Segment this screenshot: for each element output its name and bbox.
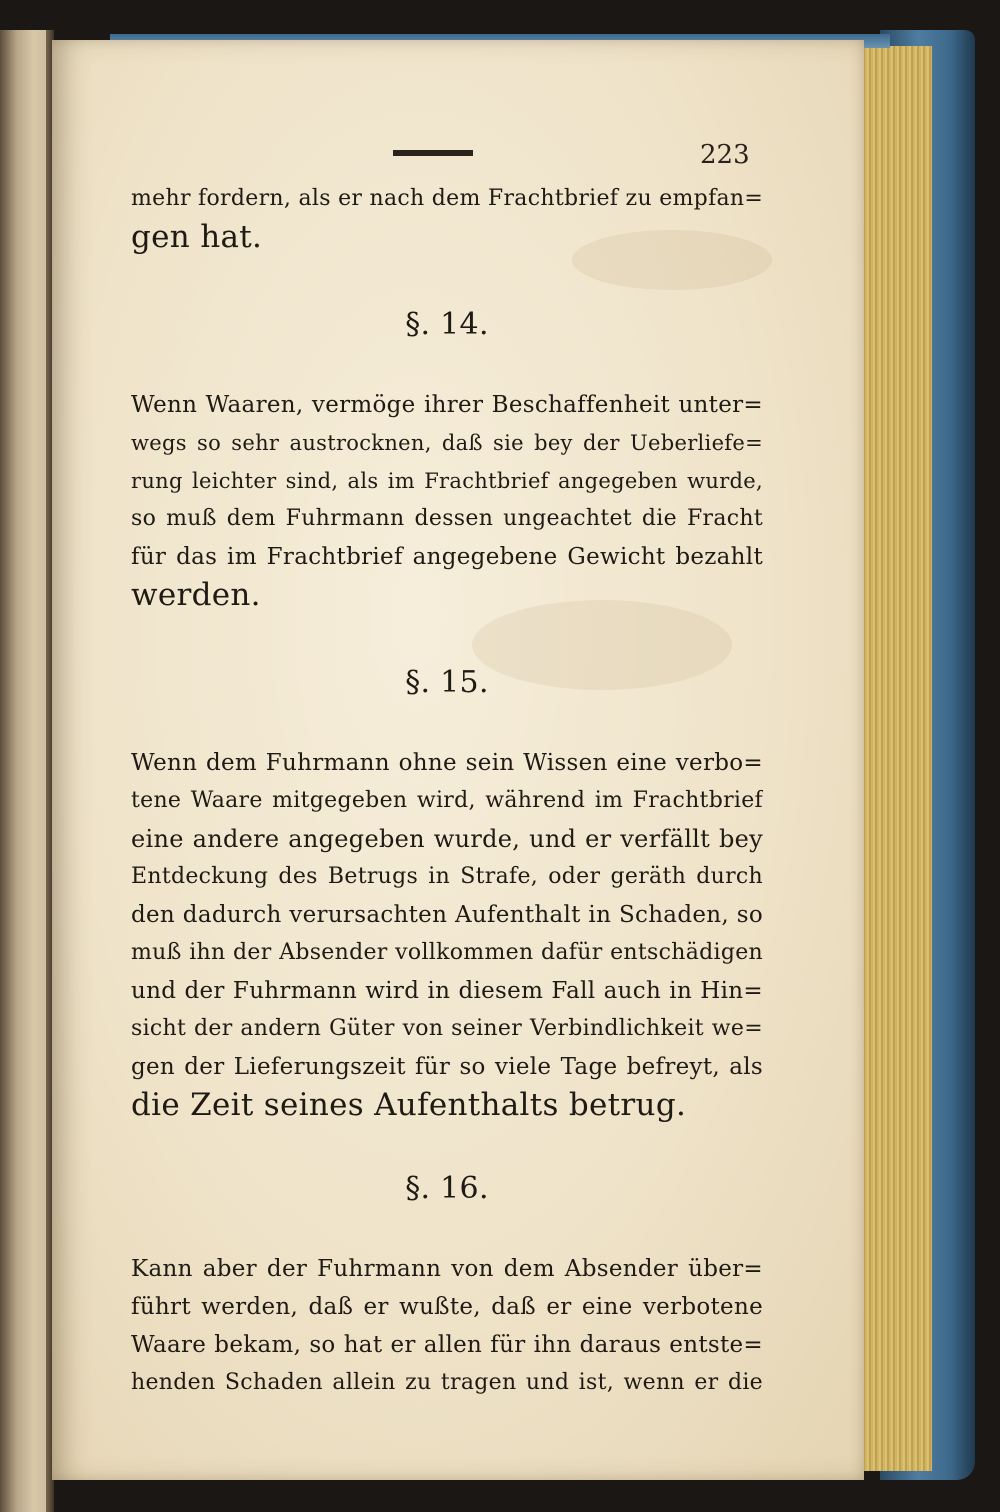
text-line: tene Waare mitgegeben wird, während im Frachtbrief <box>131 788 763 813</box>
header-rule <box>393 150 473 156</box>
text-line: für das im Frachtbrief angegebene Gewicht bezahlt <box>131 544 763 570</box>
text-line: Waare bekam, so hat er allen für ihn daraus entste= <box>131 1332 763 1358</box>
text-line: werden. <box>131 577 261 613</box>
text-line: mehr fordern, als er nach dem Frachtbrief zu empfan= <box>131 186 763 211</box>
text-line: den dadurch verursachten Aufenthalt in Schaden, so <box>131 902 763 928</box>
text-line: wegs so sehr austrocknen, daß sie bey der Ueberliefe= <box>131 431 763 455</box>
text-line: Wenn Waaren, vermöge ihrer Beschaffenheit unter= <box>131 392 763 418</box>
page-edges <box>860 46 932 1471</box>
text-line: henden Schaden allein zu tragen und ist, wenn er die <box>131 1370 763 1395</box>
text-line: sicht der andern Güter von seiner Verbindlichkeit we= <box>131 1016 763 1041</box>
text-line: Entdeckung des Betrugs in Strafe, oder geräth durch <box>131 864 763 889</box>
body-text <box>131 180 763 1402</box>
text-line: und der Fuhrmann wird in diesem Fall auch in Hin= <box>131 978 763 1004</box>
text-line: gen hat. <box>131 219 263 255</box>
text-line: gen der Lieferungszeit für so viele Tage befreyt, als <box>131 1054 763 1080</box>
text-line: Kann aber der Fuhrmann von dem Absender über= <box>131 1256 763 1282</box>
section-heading-14: §. 14. <box>405 307 489 342</box>
section-heading-15: §. 15. <box>405 665 489 700</box>
text-line: eine andere angegeben wurde, und er verfällt bey <box>131 825 763 853</box>
text-line: so muß dem Fuhrmann dessen ungeachtet die Fracht <box>131 506 763 531</box>
text-line: Wenn dem Fuhrmann ohne sein Wissen eine verbo= <box>131 750 763 776</box>
left-page-sliver <box>0 30 48 1512</box>
text-line: führt werden, daß er wußte, daß er eine verbotene <box>131 1294 763 1320</box>
text-line: rung leichter sind, als im Frachtbrief angegeben wurde, <box>131 469 763 493</box>
section-heading-16: §. 16. <box>405 1171 489 1206</box>
page-number: 223 <box>700 140 750 170</box>
text-line: muß ihn der Absender vollkommen dafür entschädigen <box>131 940 763 965</box>
text-line: die Zeit seines Aufenthalts betrug. <box>131 1087 687 1123</box>
